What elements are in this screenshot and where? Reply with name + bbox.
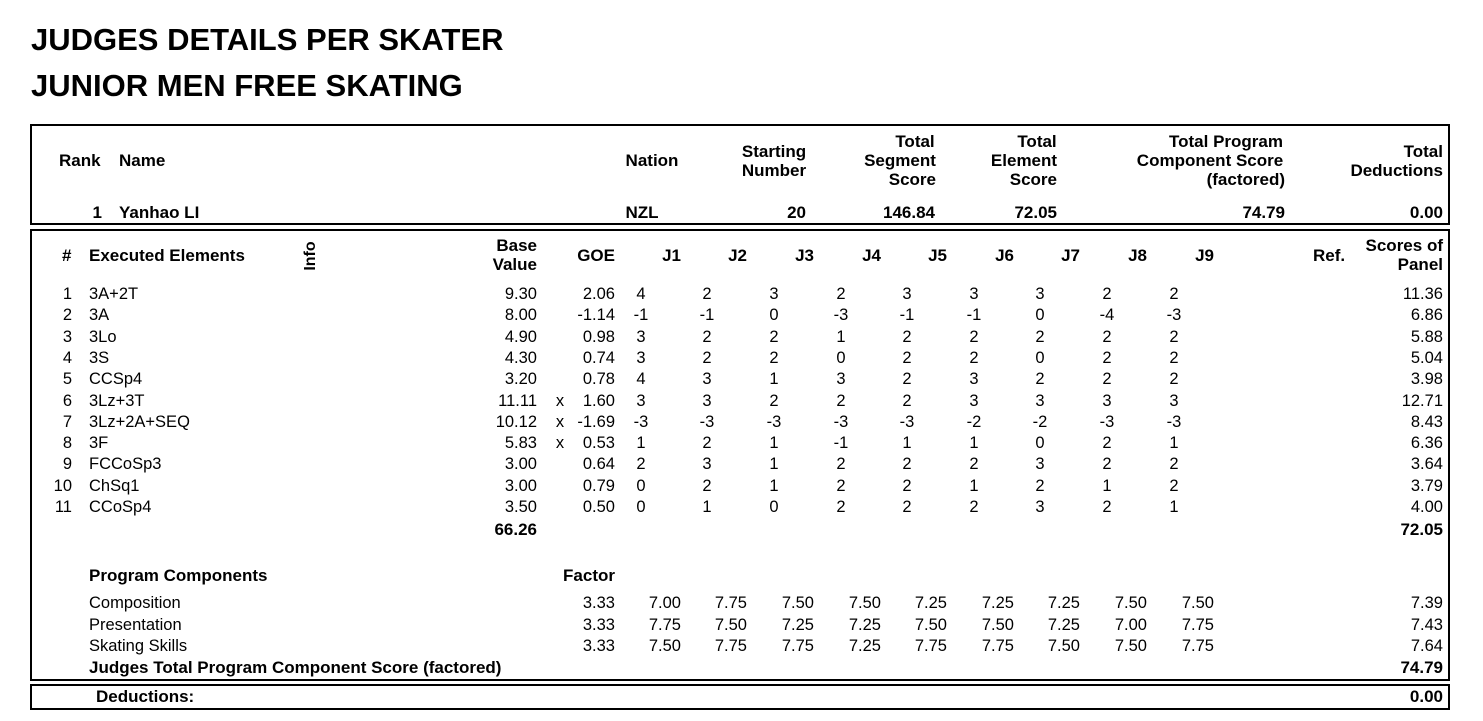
component-name: Presentation xyxy=(89,615,182,634)
component-j1-score: 7.00 xyxy=(648,594,681,612)
element-j9-score: -3 xyxy=(1166,306,1182,325)
component-j2-score: 7.75 xyxy=(714,594,747,612)
element-j5-score: 1 xyxy=(902,434,912,453)
element-number: 5 xyxy=(62,370,72,389)
skater-starting-number: 20 xyxy=(787,203,806,222)
component-j9-score: 7.75 xyxy=(1181,637,1214,655)
element-panel-score: 3.98 xyxy=(1410,370,1443,389)
element-number: 2 xyxy=(62,306,72,325)
element-number: 8 xyxy=(62,434,72,453)
element-j4-score: 1 xyxy=(836,327,846,346)
skater-deductions: 0.00 xyxy=(1409,203,1443,222)
element-j2-score: -1 xyxy=(699,306,715,325)
component-j9-score: 7.50 xyxy=(1181,594,1214,612)
judges-total-pcs-value: 74.79 xyxy=(1400,658,1443,677)
tss-header-l3: Score xyxy=(888,170,936,189)
element-j8-score: -4 xyxy=(1099,306,1115,325)
element-number: 6 xyxy=(62,391,72,410)
element-name: 3A+2T xyxy=(89,285,139,303)
element-base-value: 10.12 xyxy=(495,412,537,431)
element-number: 4 xyxy=(62,348,72,367)
element-j5-score: 2 xyxy=(902,498,912,516)
element-panel-score: 3.79 xyxy=(1410,476,1443,495)
j8-header: J8 xyxy=(1128,246,1147,265)
component-j7-score: 7.50 xyxy=(1047,637,1080,655)
program-components-heading: Program Components xyxy=(89,566,268,585)
tes-header-l2: Element xyxy=(990,151,1058,170)
pcs-header-l2: Component Score xyxy=(1136,151,1284,170)
element-j1-score: 2 xyxy=(636,455,646,474)
element-j1-score: 4 xyxy=(636,370,646,389)
element-j9-score: 2 xyxy=(1169,327,1179,346)
element-j8-score: 2 xyxy=(1102,285,1112,303)
skater-pcs: 74.79 xyxy=(1242,203,1285,222)
element-name: ChSq1 xyxy=(89,476,140,495)
element-j5-score: 3 xyxy=(902,285,912,303)
skater-nation: NZL xyxy=(625,203,659,222)
component-factor: 3.33 xyxy=(582,637,615,655)
element-name: 3Lz+2A+SEQ xyxy=(89,412,190,431)
element-j6-score: 2 xyxy=(969,327,979,346)
scores-of-panel-header-l2: Panel xyxy=(1397,255,1443,274)
component-j8-score: 7.50 xyxy=(1114,594,1147,612)
component-j9-score: 7.75 xyxy=(1181,615,1214,634)
element-j5-score: 2 xyxy=(902,327,912,346)
component-j5-score: 7.50 xyxy=(914,615,947,634)
element-j1-score: 0 xyxy=(636,476,646,495)
starting-number-header-l2: Number xyxy=(741,161,807,180)
element-j1-score: 3 xyxy=(636,348,646,367)
element-base-value: 3.00 xyxy=(504,476,537,495)
j1-header: J1 xyxy=(662,246,681,265)
component-panel-score: 7.64 xyxy=(1410,637,1443,655)
component-j2-score: 7.75 xyxy=(714,637,747,655)
skater-tss: 146.84 xyxy=(883,203,935,222)
element-goe: -1.14 xyxy=(577,306,615,325)
element-j6-score: 3 xyxy=(969,370,979,389)
element-j2-score: 3 xyxy=(702,370,712,389)
component-j8-score: 7.50 xyxy=(1114,637,1147,655)
element-j3-score: 1 xyxy=(769,434,779,453)
element-number: 10 xyxy=(53,476,72,495)
component-name: Skating Skills xyxy=(89,637,188,655)
element-j6-score: 1 xyxy=(969,434,979,453)
base-value-header-l1: Base xyxy=(496,236,537,255)
component-j7-score: 7.25 xyxy=(1047,615,1080,634)
element-goe: 0.79 xyxy=(582,476,615,495)
component-j3-score: 7.50 xyxy=(781,594,814,612)
base-value-header-l2: Value xyxy=(492,255,537,274)
element-j3-score: 1 xyxy=(769,476,779,495)
element-name: CCoSp4 xyxy=(89,498,152,516)
j3-header: J3 xyxy=(795,246,814,265)
element-number: 7 xyxy=(62,412,72,431)
element-j1-score: -3 xyxy=(633,412,649,431)
j6-header: J6 xyxy=(995,246,1014,265)
element-j3-score: 1 xyxy=(769,455,779,474)
element-j5-score: 2 xyxy=(902,455,912,474)
element-j4-score: 2 xyxy=(836,285,846,303)
element-j4-score: 2 xyxy=(836,476,846,495)
pcs-header-l1: Total Program xyxy=(1169,132,1283,151)
tes-header-l3: Score xyxy=(1009,170,1057,189)
element-j8-score: 2 xyxy=(1102,498,1112,516)
element-panel-score: 4.00 xyxy=(1410,498,1443,516)
element-panel-score: 3.64 xyxy=(1410,455,1443,474)
element-j4-score: 3 xyxy=(836,370,846,389)
element-j9-score: 3 xyxy=(1169,391,1179,410)
element-j3-score: 3 xyxy=(769,285,779,303)
element-j7-score: 3 xyxy=(1035,498,1045,516)
component-j6-score: 7.25 xyxy=(981,594,1014,612)
report-title: JUDGES DETAILS PER SKATER xyxy=(31,22,504,57)
element-number: 3 xyxy=(62,327,72,346)
element-j6-score: 2 xyxy=(969,455,979,474)
element-j9-score: 2 xyxy=(1169,476,1179,495)
element-number: 1 xyxy=(62,285,72,303)
element-j2-score: 3 xyxy=(702,391,712,410)
tes-header-l1: Total xyxy=(1017,132,1057,151)
nation-header: Nation xyxy=(625,151,679,170)
element-j8-score: 2 xyxy=(1102,455,1112,474)
element-j6-score: 1 xyxy=(969,476,979,495)
element-goe: 1.60 xyxy=(582,391,615,410)
component-j1-score: 7.50 xyxy=(648,637,681,655)
component-j3-score: 7.25 xyxy=(781,615,814,634)
j5-header: J5 xyxy=(928,246,947,265)
component-j6-score: 7.50 xyxy=(981,615,1014,634)
element-j2-score: 2 xyxy=(702,434,712,453)
component-j2-score: 7.50 xyxy=(714,615,747,634)
element-j6-score: 3 xyxy=(969,285,979,303)
element-j3-score: 0 xyxy=(769,498,779,516)
element-j4-score: 0 xyxy=(836,348,846,367)
component-j5-score: 7.75 xyxy=(914,637,947,655)
skater-tes: 72.05 xyxy=(1014,203,1057,222)
element-j3-score: -3 xyxy=(766,412,782,431)
element-j3-score: 1 xyxy=(769,370,779,389)
factor-header: Factor xyxy=(563,566,615,585)
element-name: 3A xyxy=(89,306,110,325)
element-j1-score: -1 xyxy=(633,306,649,325)
element-base-value: 11.11 xyxy=(498,391,537,410)
element-j2-score: 3 xyxy=(702,455,712,474)
element-goe: 0.53 xyxy=(582,434,615,453)
element-j5-score: 2 xyxy=(902,476,912,495)
name-header: Name xyxy=(119,151,166,170)
j9-header: J9 xyxy=(1195,246,1214,265)
component-j4-score: 7.25 xyxy=(848,615,881,634)
element-j1-score: 3 xyxy=(636,391,646,410)
element-j4-score: -3 xyxy=(833,412,849,431)
element-goe: 0.74 xyxy=(582,348,615,367)
element-number: 11 xyxy=(54,498,72,516)
total-elements-score: 72.05 xyxy=(1400,520,1443,539)
element-j9-score: 2 xyxy=(1169,285,1179,303)
element-panel-score: 11.36 xyxy=(1402,285,1443,303)
element-j5-score: -1 xyxy=(899,306,915,325)
element-j9-score: 2 xyxy=(1169,455,1179,474)
element-goe: 0.78 xyxy=(582,370,615,389)
rank-header: Rank xyxy=(59,151,101,170)
element-j1-score: 0 xyxy=(636,498,646,516)
element-base-value: 4.30 xyxy=(504,348,537,367)
element-j7-score: 0 xyxy=(1035,348,1045,367)
starting-number-header-l1: Starting xyxy=(741,142,807,161)
element-name: 3Lz+3T xyxy=(89,391,145,410)
element-j5-score: -3 xyxy=(899,412,915,431)
element-late-bonus-mark: x xyxy=(555,412,565,431)
element-base-value: 3.20 xyxy=(504,370,537,389)
element-j9-score: -3 xyxy=(1166,412,1182,431)
component-factor: 3.33 xyxy=(582,594,615,612)
element-base-value: 3.50 xyxy=(504,498,537,516)
element-j5-score: 2 xyxy=(902,391,912,410)
element-j7-score: 0 xyxy=(1035,434,1045,453)
element-j8-score: 3 xyxy=(1102,391,1112,410)
element-j2-score: 2 xyxy=(702,476,712,495)
judges-total-pcs-label: Judges Total Program Component Score (factored) xyxy=(89,658,502,677)
goe-header: GOE xyxy=(577,246,615,265)
element-panel-score: 5.88 xyxy=(1410,327,1443,346)
element-late-bonus-mark: x xyxy=(555,434,565,453)
element-goe: -1.69 xyxy=(577,412,615,431)
judges-details-box xyxy=(30,229,1450,681)
element-j2-score: 2 xyxy=(702,327,712,346)
element-goe: 0.50 xyxy=(582,498,615,516)
element-j3-score: 2 xyxy=(769,391,779,410)
component-j1-score: 7.75 xyxy=(648,615,681,634)
executed-elements-header: Executed Elements xyxy=(89,246,245,265)
pcs-header-l3: (factored) xyxy=(1206,170,1285,189)
element-j9-score: 1 xyxy=(1169,498,1179,516)
element-j4-score: -3 xyxy=(833,306,849,325)
element-name: 3Lo xyxy=(89,327,117,346)
element-j2-score: -3 xyxy=(699,412,715,431)
element-goe: 0.98 xyxy=(582,327,615,346)
element-j5-score: 2 xyxy=(902,370,912,389)
skater-rank: 1 xyxy=(92,203,102,222)
element-number-header: # xyxy=(62,246,72,265)
element-j7-score: 3 xyxy=(1035,391,1045,410)
element-j8-score: 1 xyxy=(1102,476,1112,495)
element-j3-score: 2 xyxy=(769,348,779,367)
component-j8-score: 7.00 xyxy=(1114,615,1147,634)
scores-of-panel-header-l1: Scores of xyxy=(1365,236,1443,255)
element-j4-score: -1 xyxy=(833,434,849,453)
deductions-label: Deductions: xyxy=(96,687,195,706)
element-j2-score: 2 xyxy=(702,348,712,367)
component-j5-score: 7.25 xyxy=(914,594,947,612)
tss-header-l2: Segment xyxy=(864,151,936,170)
element-j4-score: 2 xyxy=(836,498,846,516)
element-name: FCCoSp3 xyxy=(89,455,162,474)
element-late-bonus-mark: x xyxy=(555,391,565,410)
component-j4-score: 7.25 xyxy=(848,637,881,655)
element-j6-score: 3 xyxy=(969,391,979,410)
element-j7-score: 0 xyxy=(1035,306,1045,325)
element-number: 9 xyxy=(62,455,72,474)
element-name: CCSp4 xyxy=(89,370,143,389)
j4-header: J4 xyxy=(862,246,881,265)
element-j9-score: 2 xyxy=(1169,370,1179,389)
element-j2-score: 2 xyxy=(702,285,712,303)
element-base-value: 5.83 xyxy=(504,434,537,453)
deductions-header-l2: Deductions xyxy=(1350,161,1443,180)
tss-header-l1: Total xyxy=(895,132,935,151)
element-panel-score: 5.04 xyxy=(1410,348,1443,367)
deductions-box xyxy=(30,684,1450,710)
element-j9-score: 1 xyxy=(1169,434,1179,453)
element-j3-score: 0 xyxy=(769,306,779,325)
element-j7-score: -2 xyxy=(1032,412,1048,431)
total-base-value: 66.26 xyxy=(494,520,537,539)
element-j7-score: 2 xyxy=(1035,370,1045,389)
element-base-value: 4.90 xyxy=(504,327,537,346)
element-j8-score: 2 xyxy=(1102,434,1112,453)
element-j7-score: 2 xyxy=(1035,476,1045,495)
element-j1-score: 3 xyxy=(636,327,646,346)
element-base-value: 8.00 xyxy=(504,306,537,325)
element-j7-score: 3 xyxy=(1035,285,1045,303)
deductions-header-l1: Total xyxy=(1403,142,1443,161)
element-j8-score: 2 xyxy=(1102,327,1112,346)
element-j4-score: 2 xyxy=(836,391,846,410)
element-j2-score: 1 xyxy=(702,498,712,516)
element-panel-score: 6.36 xyxy=(1410,434,1443,453)
component-factor: 3.33 xyxy=(582,615,615,634)
element-j3-score: 2 xyxy=(769,327,779,346)
element-j5-score: 2 xyxy=(902,348,912,367)
event-title: JUNIOR MEN FREE SKATING xyxy=(31,68,463,103)
element-j8-score: 2 xyxy=(1102,348,1112,367)
element-j9-score: 2 xyxy=(1169,348,1179,367)
component-panel-score: 7.39 xyxy=(1410,594,1443,612)
element-j6-score: -2 xyxy=(966,412,982,431)
element-j1-score: 1 xyxy=(636,434,646,453)
element-name: 3F xyxy=(89,434,109,453)
component-j3-score: 7.75 xyxy=(781,637,814,655)
element-j8-score: 2 xyxy=(1102,370,1112,389)
element-goe: 2.06 xyxy=(582,285,615,303)
element-j1-score: 4 xyxy=(636,285,646,303)
element-panel-score: 6.86 xyxy=(1410,306,1443,325)
component-name: Composition xyxy=(89,594,181,612)
info-header: Info xyxy=(302,241,319,271)
component-j4-score: 7.50 xyxy=(848,594,881,612)
element-name: 3S xyxy=(89,348,110,367)
element-goe: 0.64 xyxy=(582,455,615,474)
deductions-value: 0.00 xyxy=(1409,687,1443,706)
element-j7-score: 2 xyxy=(1035,327,1045,346)
skater-name: Yanhao LI xyxy=(119,203,200,222)
j2-header: J2 xyxy=(728,246,747,265)
element-panel-score: 12.71 xyxy=(1401,391,1443,410)
element-j7-score: 3 xyxy=(1035,455,1045,474)
element-j6-score: 2 xyxy=(969,348,979,367)
element-j4-score: 2 xyxy=(836,455,846,474)
component-panel-score: 7.43 xyxy=(1410,615,1443,634)
element-j6-score: -1 xyxy=(966,306,982,325)
element-j8-score: -3 xyxy=(1099,412,1115,431)
element-panel-score: 8.43 xyxy=(1410,412,1443,431)
component-j6-score: 7.75 xyxy=(981,637,1014,655)
j7-header: J7 xyxy=(1061,246,1080,265)
element-j6-score: 2 xyxy=(969,498,979,516)
element-base-value: 3.00 xyxy=(504,455,537,474)
element-base-value: 9.30 xyxy=(504,285,537,303)
ref-header: Ref. xyxy=(1313,246,1346,265)
component-j7-score: 7.25 xyxy=(1047,594,1080,612)
